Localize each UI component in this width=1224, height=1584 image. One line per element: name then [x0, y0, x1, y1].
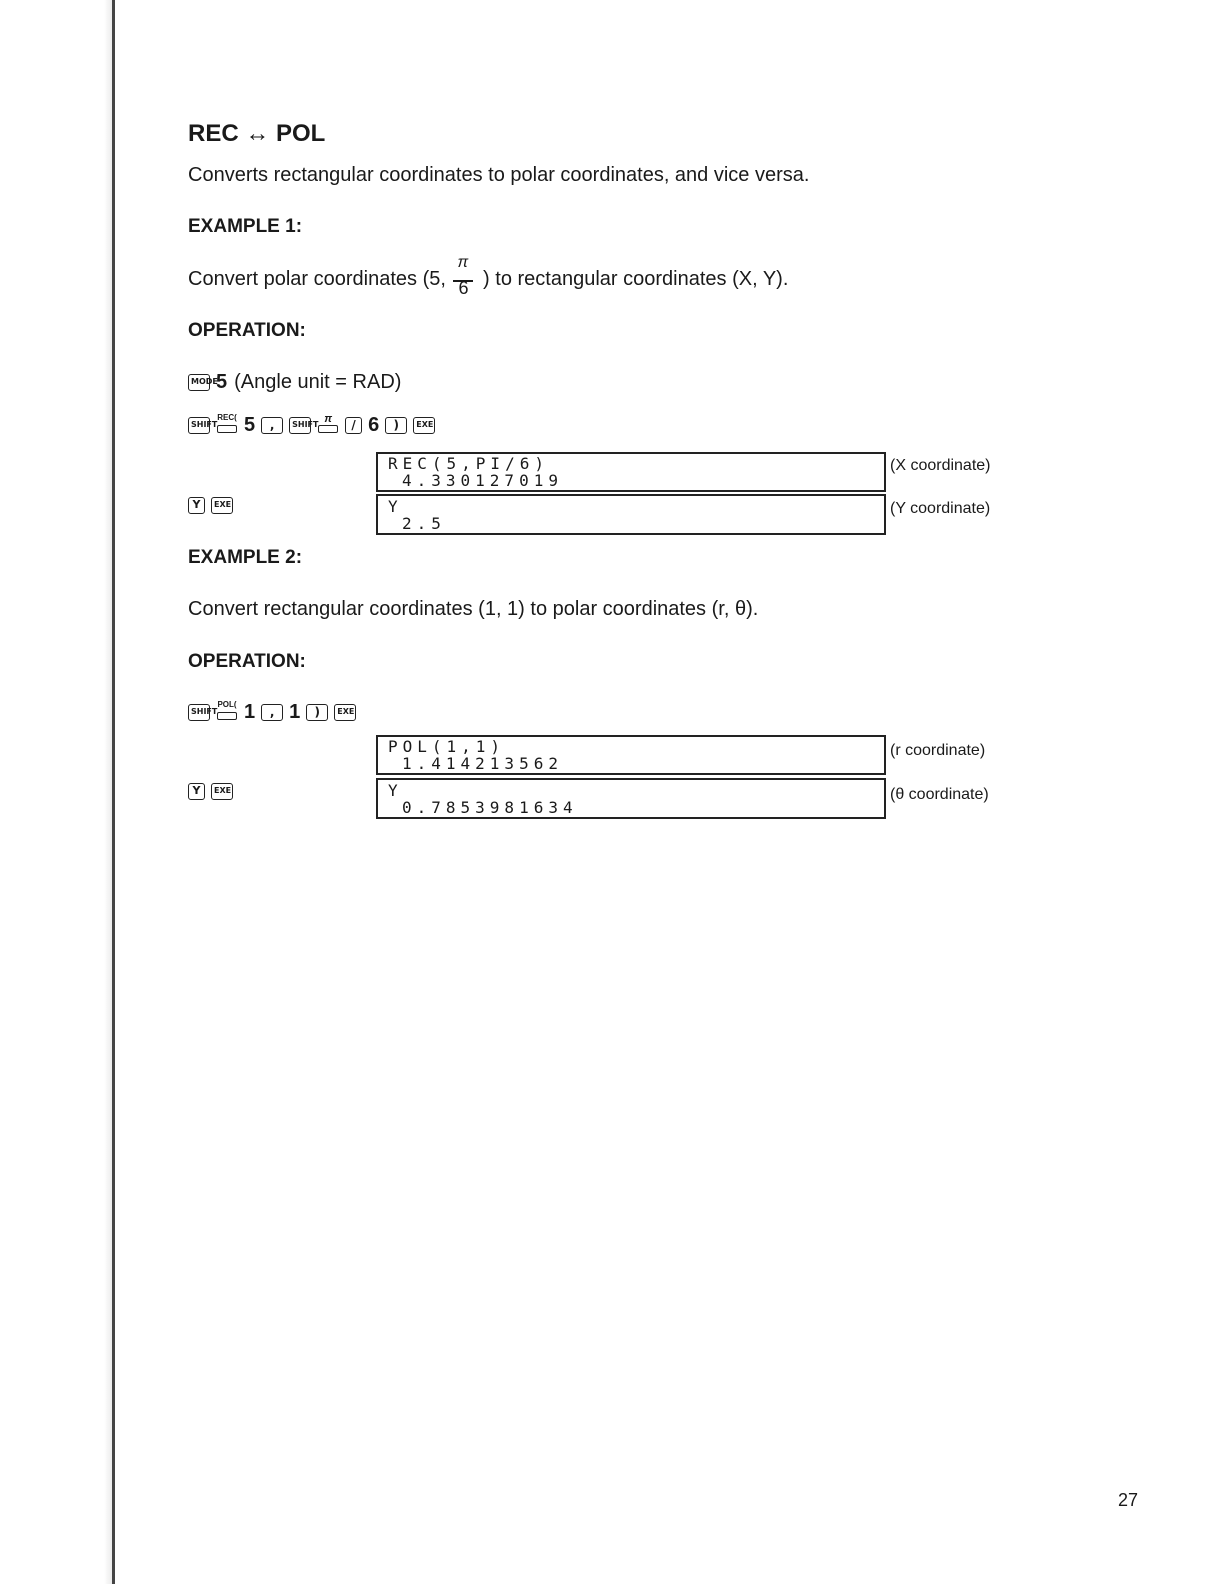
example1-key-sequence [185, 414, 438, 437]
y-key-icon: Y [188, 783, 205, 800]
example1-operation-heading: OPERATION: [188, 320, 306, 341]
exe-key-icon: EXE [211, 783, 233, 800]
rec-key-icon [216, 412, 238, 437]
pol-key-icon [216, 699, 238, 724]
theta-coordinate-note: (θ coordinate) [890, 786, 989, 803]
mode-key-icon: MODE [188, 374, 210, 391]
display-line-1: Y [388, 497, 403, 516]
display-line-1: POL(1,1) [388, 737, 506, 756]
example2-step2 [185, 783, 236, 800]
display-line-2: 2.5 [402, 514, 446, 533]
example1-heading: EXAMPLE 1: [188, 216, 303, 237]
close-paren-key-icon: ) [306, 704, 328, 721]
digit-5: 5 [244, 414, 256, 436]
exe-key-icon: EXE [413, 417, 435, 434]
comma-key-icon: , [261, 417, 283, 434]
fraction-numerator: π [457, 254, 469, 271]
digit-1: 1 [289, 701, 301, 723]
exe-key-icon: EXE [334, 704, 356, 721]
display-line-1: Y [388, 781, 403, 800]
example2-heading: EXAMPLE 2: [188, 547, 303, 568]
example2-key-sequence [185, 701, 359, 724]
display-line-1: REC(5,PI/6) [388, 454, 549, 473]
example2-display-1 [376, 735, 886, 775]
binding-shadow [104, 0, 112, 1584]
pol-key-label: POL( [217, 699, 237, 709]
shift-key-icon: SHIFT [188, 704, 210, 721]
binding-edge [112, 0, 115, 1584]
example1-statement [188, 254, 789, 298]
pi-over-6-fraction [453, 254, 475, 298]
x-coordinate-note: (X coordinate) [890, 457, 991, 474]
mode-digit: 5 [216, 371, 228, 393]
example1-display-1 [376, 452, 886, 492]
example1-mode-line [185, 371, 401, 394]
example2-statement: Convert rectangular coordinates (1, 1) to polar coordinates (r, θ). [188, 598, 759, 620]
fraction-denominator: 6 [458, 278, 469, 298]
mode-note: (Angle unit = RAD) [234, 371, 402, 393]
example1-display-2 [376, 494, 886, 535]
display-line-2: 1.414213562 [402, 754, 563, 773]
section-description: Converts rectangular coordinates to polar coordinates, and vice versa. [188, 164, 810, 186]
example1-step2 [185, 497, 236, 514]
display-line-2: 4.330127019 [402, 471, 563, 490]
comma-key-icon: , [261, 704, 283, 721]
r-coordinate-note: (r coordinate) [890, 742, 986, 759]
divide-key-icon: / [345, 417, 362, 434]
digit-1: 1 [244, 701, 256, 723]
example2-display-2 [376, 778, 886, 819]
y-key-icon: Y [188, 497, 205, 514]
digit-6: 6 [368, 414, 380, 436]
pi-key-icon [317, 412, 339, 437]
page-number: 27 [1118, 1490, 1139, 1510]
shift-key-icon: SHIFT [188, 417, 210, 434]
close-paren-key-icon: ) [385, 417, 407, 434]
example1-statement-suffix: ) to rectangular coordinates (X, Y). [483, 268, 789, 290]
exe-key-icon: EXE [211, 497, 233, 514]
rec-key-label: REC( [217, 412, 237, 422]
y-coordinate-note: (Y coordinate) [890, 500, 991, 517]
pi-key-label: π [324, 412, 333, 425]
example1-statement-prefix: Convert polar coordinates (5, [188, 268, 446, 290]
example2-operation-heading: OPERATION: [188, 651, 306, 672]
shift-key-icon: SHIFT [289, 417, 311, 434]
section-title: REC ↔ POL [188, 120, 326, 147]
display-line-2: 0.7853981634 [402, 798, 578, 817]
